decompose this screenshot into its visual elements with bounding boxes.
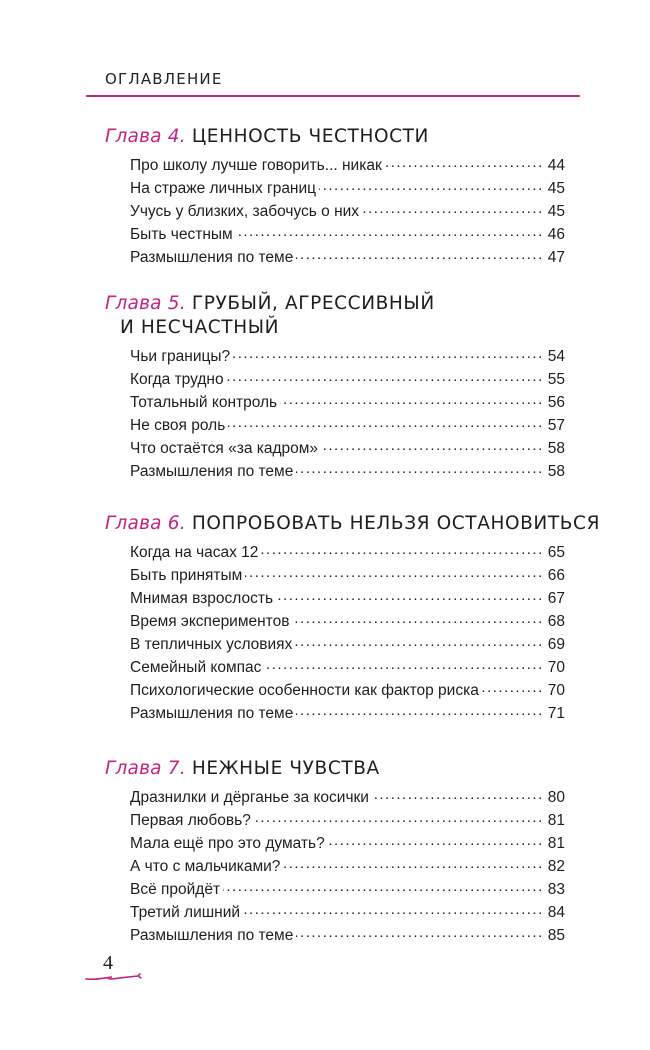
entry-page: 66 bbox=[547, 567, 565, 584]
toc-entry[interactable] bbox=[130, 460, 565, 483]
entry-page: 58 bbox=[547, 463, 565, 480]
leader-dots bbox=[321, 439, 544, 453]
entry-title: Быть принятым bbox=[130, 567, 243, 584]
header-rule bbox=[86, 95, 580, 97]
leader-dots bbox=[254, 811, 544, 825]
chapter-title: ЦЕННОСТЬ ЧЕСТНОСТИ bbox=[191, 126, 429, 147]
leader-dots bbox=[223, 880, 544, 894]
leader-dots bbox=[296, 704, 543, 718]
chapter-label: Глава 6. bbox=[105, 513, 186, 534]
toc-entries bbox=[130, 154, 565, 269]
leader-dots bbox=[233, 347, 544, 361]
entry-page: 70 bbox=[547, 659, 565, 676]
entry-title: Что остаётся «за кадром» bbox=[130, 440, 319, 457]
leader-dots bbox=[276, 589, 544, 603]
entry-page: 81 bbox=[547, 812, 565, 829]
entry-title: Размышления по теме bbox=[130, 927, 294, 944]
entry-page: 68 bbox=[547, 613, 565, 630]
entry-title: А что с мальчиками? bbox=[130, 858, 281, 875]
entry-page: 57 bbox=[547, 417, 565, 434]
leader-dots bbox=[296, 462, 543, 476]
leader-dots bbox=[264, 658, 543, 672]
chapter-5 bbox=[0, 292, 650, 483]
entry-page: 83 bbox=[547, 881, 565, 898]
entry-title: На страже личных границ bbox=[130, 180, 317, 197]
chapter-4 bbox=[0, 125, 650, 269]
chapter-heading bbox=[105, 292, 650, 316]
toc-entry[interactable] bbox=[130, 345, 565, 368]
chapter-heading bbox=[105, 512, 650, 536]
entry-page: 58 bbox=[547, 440, 565, 457]
entry-title: Психологические особенности как фактор риска bbox=[130, 682, 479, 699]
entry-title: В тепличных условиях bbox=[130, 636, 293, 653]
toc-entry[interactable] bbox=[130, 414, 565, 437]
entry-page: 65 bbox=[547, 544, 565, 561]
entry-title: Когда на часах 12 bbox=[130, 544, 259, 561]
toc-entry[interactable] bbox=[130, 878, 565, 901]
entry-page: 81 bbox=[547, 835, 565, 852]
toc-entries bbox=[130, 541, 565, 725]
chapter-label: Глава 7. bbox=[105, 758, 186, 779]
entry-page: 45 bbox=[547, 203, 565, 220]
toc-entry[interactable] bbox=[130, 610, 565, 633]
toc-entry[interactable] bbox=[130, 541, 565, 564]
entry-title: Третий лишний bbox=[130, 904, 241, 921]
toc-entry[interactable] bbox=[130, 633, 565, 656]
entry-title: Время экспериментов bbox=[130, 613, 290, 630]
toc-entry[interactable] bbox=[130, 391, 565, 414]
leader-dots bbox=[328, 834, 544, 848]
toc-entry[interactable] bbox=[130, 177, 565, 200]
toc-entry[interactable] bbox=[130, 368, 565, 391]
entry-page: 45 bbox=[547, 180, 565, 197]
entry-title: Когда трудно bbox=[130, 371, 224, 388]
chapter-6 bbox=[0, 512, 650, 725]
entry-page: 80 bbox=[547, 789, 565, 806]
entry-title: Первая любовь? bbox=[130, 812, 251, 829]
entry-title: Размышления по теме bbox=[130, 463, 294, 480]
toc-entry[interactable] bbox=[130, 679, 565, 702]
entry-page: 84 bbox=[547, 904, 565, 921]
toc-entry[interactable] bbox=[130, 702, 565, 725]
toc-entry[interactable] bbox=[130, 809, 565, 832]
entry-title: Быть честным bbox=[130, 226, 233, 243]
page-number: 4 bbox=[103, 952, 113, 974]
entry-title: Мнимая взрослость bbox=[130, 590, 274, 607]
leader-dots bbox=[261, 543, 543, 557]
leader-dots bbox=[243, 903, 544, 917]
entry-title: Тотальный контроль bbox=[130, 394, 278, 411]
entry-title: Учусь у близких, забочусь о них bbox=[130, 203, 360, 220]
entry-page: 71 bbox=[547, 705, 565, 722]
chapter-title-line2: И НЕСЧАСТНЫЙ bbox=[120, 317, 280, 338]
leader-dots bbox=[319, 179, 544, 193]
chapter-title: ПОПРОБОВАТЬ НЕЛЬЗЯ ОСТАНОВИТЬСЯ bbox=[191, 513, 601, 534]
chapter-label: Глава 4. bbox=[105, 126, 186, 147]
entry-page: 55 bbox=[547, 371, 565, 388]
folio-swash-ornament bbox=[84, 972, 144, 984]
leader-dots bbox=[245, 566, 543, 580]
chapter-heading bbox=[105, 125, 650, 149]
toc-entry[interactable] bbox=[130, 786, 565, 809]
entry-title: Дразнилки и дёрганье за косички bbox=[130, 789, 369, 806]
toc-entry[interactable] bbox=[130, 587, 565, 610]
entry-page: 54 bbox=[547, 348, 565, 365]
chapter-title: НЕЖНЫЕ ЧУВСТВА bbox=[191, 758, 380, 779]
leader-dots bbox=[385, 156, 544, 170]
leader-dots bbox=[280, 393, 544, 407]
leader-dots bbox=[228, 416, 543, 430]
entry-title: Семейный компас bbox=[130, 659, 262, 676]
toc-entry[interactable] bbox=[130, 200, 565, 223]
toc-entry[interactable] bbox=[130, 437, 565, 460]
leader-dots bbox=[372, 788, 544, 802]
toc-entry[interactable] bbox=[130, 154, 565, 177]
toc-entry[interactable] bbox=[130, 223, 565, 246]
toc-entry[interactable] bbox=[130, 924, 565, 947]
leader-dots bbox=[283, 857, 543, 871]
toc-entries bbox=[130, 786, 565, 947]
entry-page: 85 bbox=[547, 927, 565, 944]
entry-title: Чьи границы? bbox=[130, 348, 231, 365]
entry-page: 46 bbox=[547, 226, 565, 243]
toc-entry[interactable] bbox=[130, 564, 565, 587]
entry-page: 56 bbox=[547, 394, 565, 411]
leader-dots bbox=[236, 225, 544, 239]
leader-dots bbox=[295, 635, 543, 649]
entry-title: Мала ещё про это думать? bbox=[130, 835, 325, 852]
leader-dots bbox=[362, 202, 544, 216]
toc-entry[interactable] bbox=[130, 832, 565, 855]
chapter-title: ГРУБЫЙ, АГРЕССИВНЫЙ bbox=[191, 293, 435, 314]
entry-page: 69 bbox=[547, 636, 565, 653]
toc-entry[interactable] bbox=[130, 246, 565, 269]
running-head: ОГЛАВЛЕНИЕ bbox=[105, 70, 223, 88]
leader-dots bbox=[227, 370, 544, 384]
entry-page: 47 bbox=[547, 249, 565, 266]
entry-page: 67 bbox=[547, 590, 565, 607]
leader-dots bbox=[292, 612, 543, 626]
toc-entries bbox=[130, 345, 565, 483]
toc-entry[interactable] bbox=[130, 855, 565, 878]
chapter-7 bbox=[0, 757, 650, 947]
entry-page: 44 bbox=[547, 157, 565, 174]
entry-title: Размышления по теме bbox=[130, 705, 294, 722]
leader-dots bbox=[482, 681, 544, 695]
entry-title: Всё пройдёт bbox=[130, 881, 221, 898]
chapter-heading bbox=[105, 757, 650, 781]
entry-page: 82 bbox=[547, 858, 565, 875]
entry-page: 70 bbox=[547, 682, 565, 699]
toc-entry[interactable] bbox=[130, 656, 565, 679]
leader-dots bbox=[296, 926, 543, 940]
leader-dots bbox=[296, 248, 543, 262]
toc-entry[interactable] bbox=[130, 901, 565, 924]
entry-title: Не своя роль bbox=[130, 417, 226, 434]
entry-title: Размышления по теме bbox=[130, 249, 294, 266]
entry-title: Про школу лучше говорить... никак bbox=[130, 157, 382, 174]
chapter-label: Глава 5. bbox=[105, 293, 186, 314]
